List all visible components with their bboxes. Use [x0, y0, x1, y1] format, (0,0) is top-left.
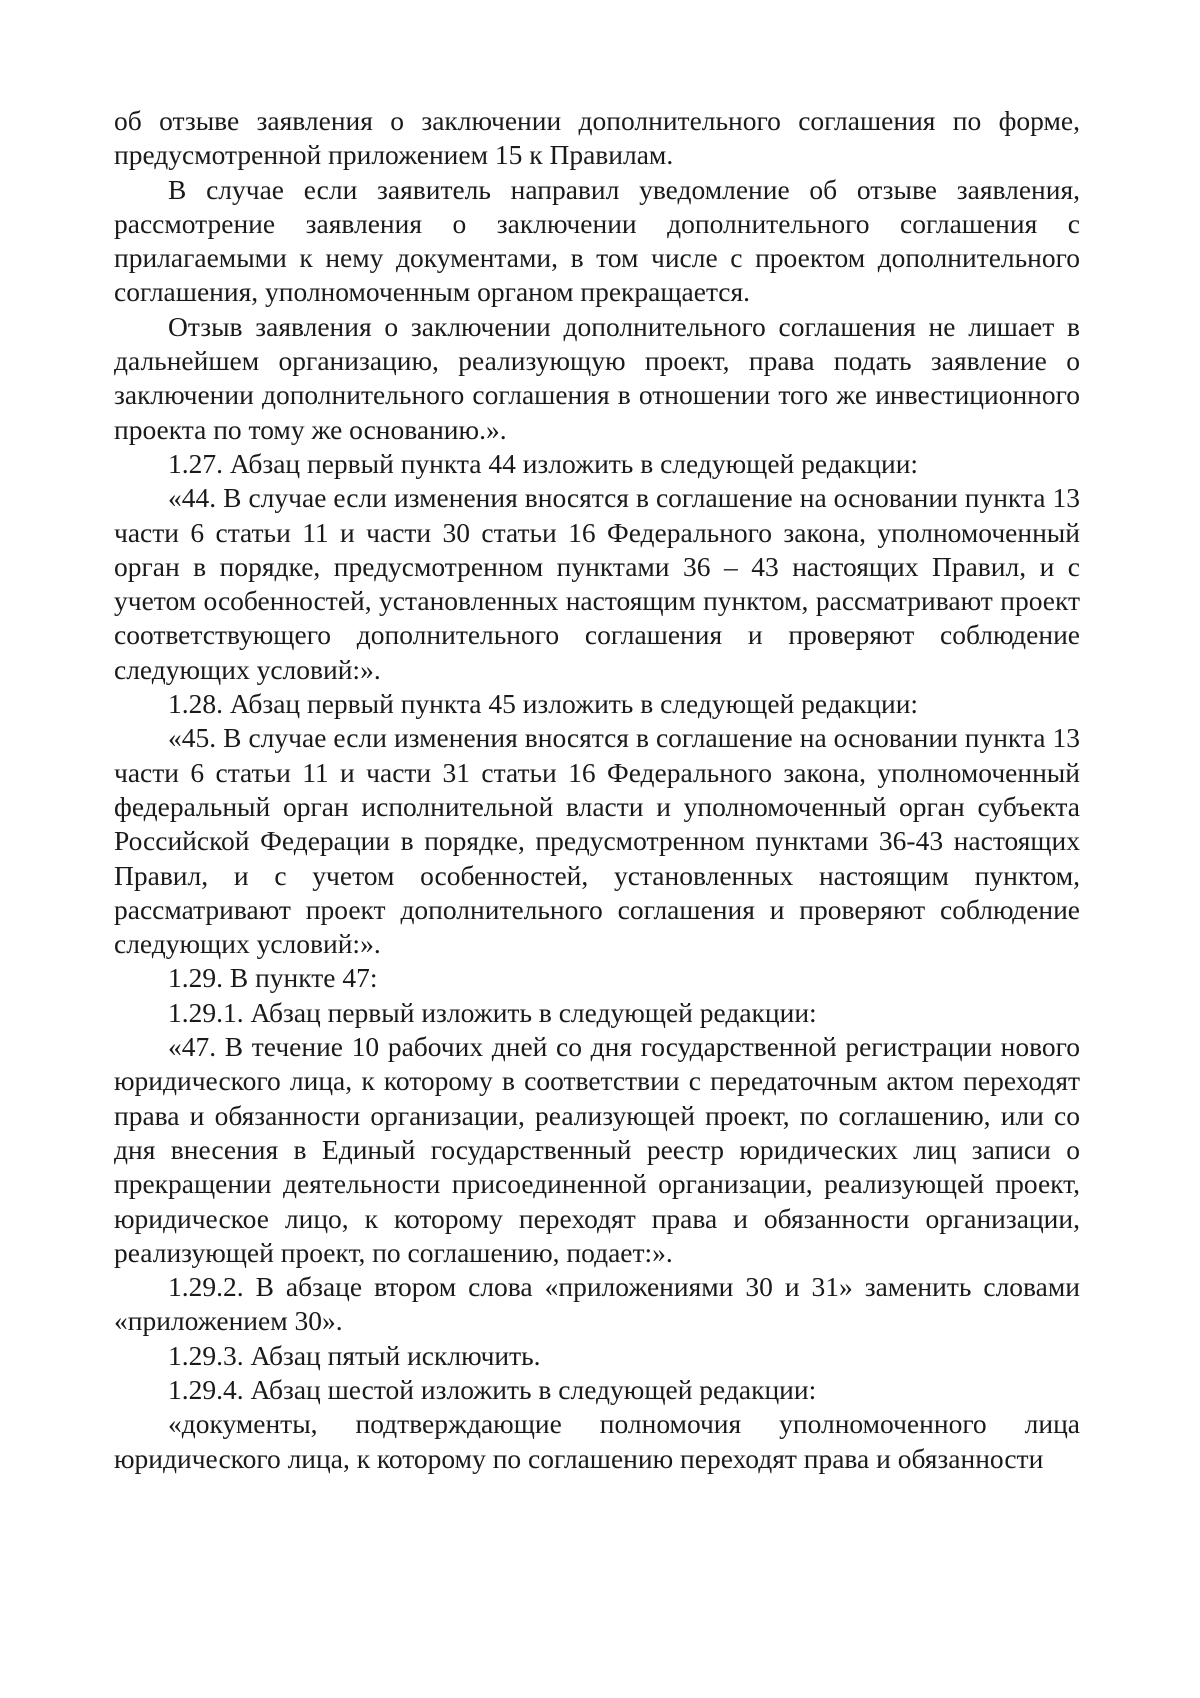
paragraph-clause-45: «45. В случае если изменения вносятся в соглашение на основании пункта 13 части 6 статьи 11 и части 31 статьи 16 Федерального закона, уполномоченный федеральный орган исполнительной власти и уполномоченный орган субъекта Российской Федерации в порядке, предусмотренном пунктами 36-43 настоящих Правил, и с учетом особенностей, установленных настоящим пунктом, рассматривают проект дополнительного соглашения и проверяют соблюдение следующих условий:». [114, 722, 1080, 960]
paragraph-item-1-29-2: 1.29.2. В абзаце втором слова «приложениями 30 и 31» заменить словами «приложением 30». [114, 1271, 1080, 1337]
paragraph-documents-quote: «документы, подтверждающие полномочия уполномоченного лица юридического лица, к которому по соглашению переходят права и обязанности [114, 1408, 1080, 1474]
document-body [114, 104, 1080, 1476]
paragraph-withdrawal-notice: В случае если заявитель направил уведомление об отзыве заявления, рассмотрение заявления о заключении дополнительного соглашения с прилагаемыми к нему документами, в том числе с проектом дополнительного соглашения, уполномоченным органом прекращается. [114, 173, 1080, 308]
paragraph-item-1-29-3: 1.29.3. Абзац пятый исключить. [168, 1339, 541, 1371]
paragraph-continuation: об отзыве заявления о заключении дополнительного соглашения по форме, предусмотренной приложением 15 к Правилам. [114, 105, 1080, 171]
paragraph-withdrawal-rights: Отзыв заявления о заключении дополнительного соглашения не лишает в дальнейшем организацию, реализующую проект, права подать заявление о заключении дополнительного соглашения в отношении того же инвестиционного проекта по тому же основанию.». [114, 310, 1080, 445]
paragraph-item-1-29: 1.29. В пункте 47: [168, 962, 378, 994]
paragraph-item-1-29-4: 1.29.4. Абзац шестой изложить в следующей редакции: [168, 1373, 817, 1405]
paragraph-clause-44: «44. В случае если изменения вносятся в соглашение на основании пункта 13 части 6 статьи 11 и части 30 статьи 16 Федерального закона, уполномоченный орган в порядке, предусмотренном пунктами 36 – 43 настоящих Правил, и с учетом особенностей, установленных настоящим пунктом, рассматривают проект соответствующего дополнительного соглашения и проверяют соблюдение следующих условий:». [114, 482, 1080, 685]
paragraph-item-1-27: 1.27. Абзац первый пункта 44 изложить в следующей редакции: [168, 447, 919, 479]
paragraph-item-1-29-1: 1.29.1. Абзац первый изложить в следующей редакции: [168, 996, 817, 1028]
paragraph-clause-47: «47. В течение 10 рабочих дней со дня государственной регистрации нового юридического лица, к которому в соответствии с передаточным актом переходят права и обязанности организации, реализующей проект, по соглашению, или со дня внесения в Единый государственный реестр юридических лиц записи о прекращении деятельности присоединенной организации, реализующей проект, юридическое лицо, к которому переходят права и обязанности организации, реализующей проект, по соглашению, подает:». [114, 1031, 1080, 1268]
paragraph-item-1-28: 1.28. Абзац первый пункта 45 изложить в следующей редакции: [168, 688, 919, 720]
